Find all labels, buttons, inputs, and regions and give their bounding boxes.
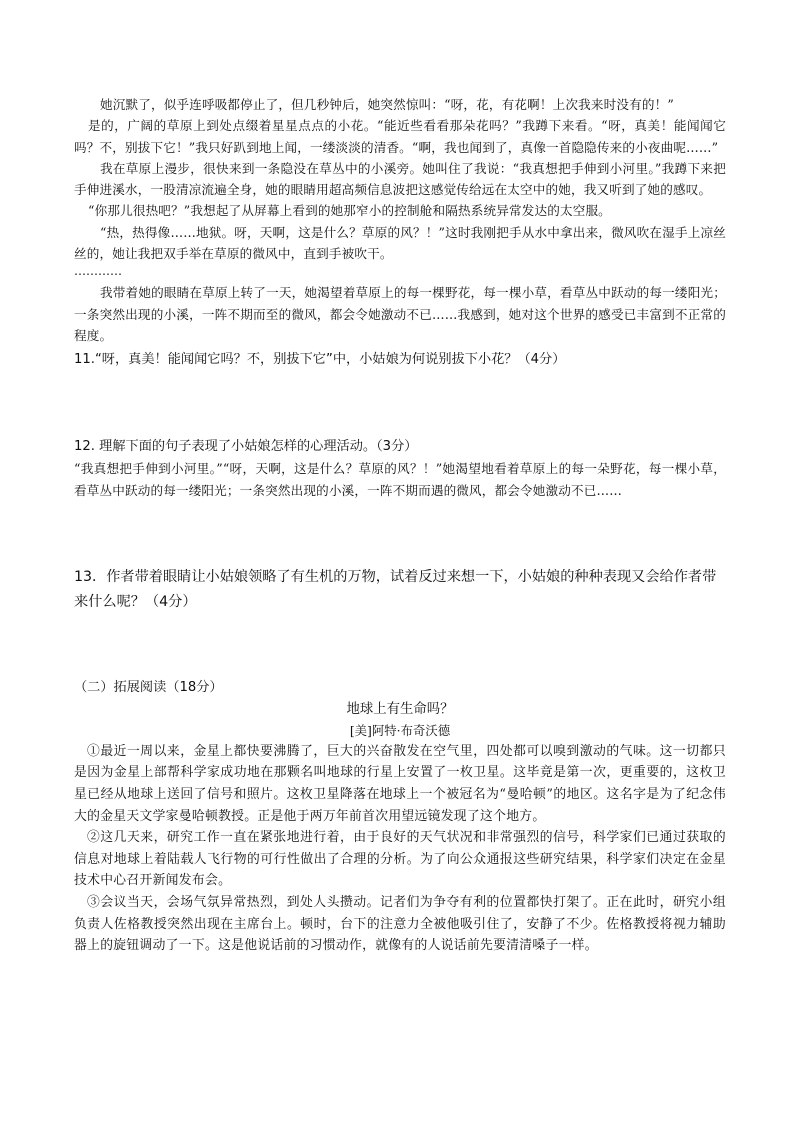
question-12-title: 12. 理解下面的句子表现了小姑娘怎样的心理活动。（3分） [74, 439, 418, 455]
answer-space-12 [74, 501, 726, 565]
passage-ellipsis: ………… [74, 264, 122, 279]
passage-paragraph-2: 是的，广阔的草原上到处点缀着星星点点的小花。“能近些看看那朵花吗？”我蹲下来看。“呀，真美！能闻闻它吗？不，别拔下它！”我只好趴到地上闻，一缕淡淡的清香。“啊，我也闻到了，真像一首隐隐传来的小夜曲呢……” [74, 118, 726, 155]
page-content [74, 94, 726, 957]
passage-paragraph-4: “你那儿很热吧？”我想起了从屏幕上看到的她那窄小的控制舱和隔热系统异常发达的太空服。 [88, 203, 611, 219]
question-13: 13．作者带着眼睛让小姑娘领略了有生机的万物，试着反过来想一下，小姑娘的种种表现又会给作者带来什么呢？（4分） [74, 568, 717, 610]
question-11: 11.“呀，真美！能闻闻它吗？不，别拔下它”中，小姑娘为何说别拔下小花？（4分） [74, 352, 566, 368]
answer-space-13 [74, 615, 726, 677]
question-12-quote: “我真想把手伸到小河里。”“呀，天啊，这是什么？草原的风？！”她渴望地看着草原上的每一朵野花，每一棵小草，看草丛中跃动的每一缕阳光；一条突然出现的小溪，一阵不期而遇的微风，都会令她激动不已…… [74, 461, 726, 498]
passage-paragraph-3: 我在草原上漫步，很快来到一条隐没在草丛中的小溪旁。她叫住了我说：“我真想把手伸到小河里。”我蹲下来把手伸进溪水，一股清凉流遍全身，她的眼睛用超高频信息波把这感觉传给远在太空中的她，我又听到了她的感叹。 [74, 160, 726, 198]
passage-paragraph-5: “热，热得像……地狱。呀，天啊，这是什么？草原的风？！”这时我刚把手从水中拿出来，微风吹在湿手上凉丝丝的，她让我把双手举在草原的微风中，直到手被吹干。 [74, 224, 726, 262]
article-paragraph-2: ②这几天来，研究工作一直在紧张地进行着，由于良好的天气状况和非常强烈的信号，科学家们已通过获取的信息对地球上着陆载人飞行物的可行性做出了合理的分析。为了向公众通报这些研究结果，科学家们决定在金星技术中心召开新闻发布会。 [74, 830, 726, 889]
answer-space-11 [74, 371, 726, 435]
article-author: [美]阿特·布奇沃德 [349, 722, 451, 738]
article-paragraph-3: ③会议当天，会场气氛异常热烈，到处人头攒动。记者们为争夺有利的位置都快打架了。正在此时，研究小组负责人佐格教授突然出现在主席台上。顿时，台下的注意力全被他吸引住了，安静了不少。佐格教授将视力辅助器上的旋钮调动了一下。这是他说话前的习惯动作，就像有的人说话前先要清清嗓子一样。 [74, 895, 726, 954]
section-heading: （二）拓展阅读（18分） [74, 679, 223, 695]
article-paragraph-1: ①最近一周以来，金星上都快要沸腾了，巨大的兴奋散发在空气里，四处都可以嗅到激动的气味。这一切都只是因为金星上部帮科学家成功地在那颗名叫地球的行星上安置了一枚卫星。这毕竟是第一次，更重要的，这枚卫星已经从地球上送回了信号和照片。这枚卫星降落在地球上一个被冠名为“曼哈顿”的地区。这名字是为了纪念伟大的金星天文学家曼哈顿教授。正是他于两万年前首次用望远镜发现了这个地方。 [74, 743, 726, 824]
article-title: 地球上有生命吗？ [346, 701, 454, 717]
passage-paragraph-6: 我带着她的眼睛在草原上转了一天，她渴望着草原上的每一棵野花，每一棵小草，看草丛中跃动的每一缕阳光；一条突然出现的小溪，一阵不期而至的微风，都会令她激动不已……我感到，她对这个世界的感受已丰富到不正常的程度。 [74, 285, 726, 343]
passage-paragraph-1: 她沉默了，似乎连呼吸都停止了，但几秒钟后，她突然惊叫：“呀，花，有花啊！上次我来时没有的！” [100, 97, 674, 112]
